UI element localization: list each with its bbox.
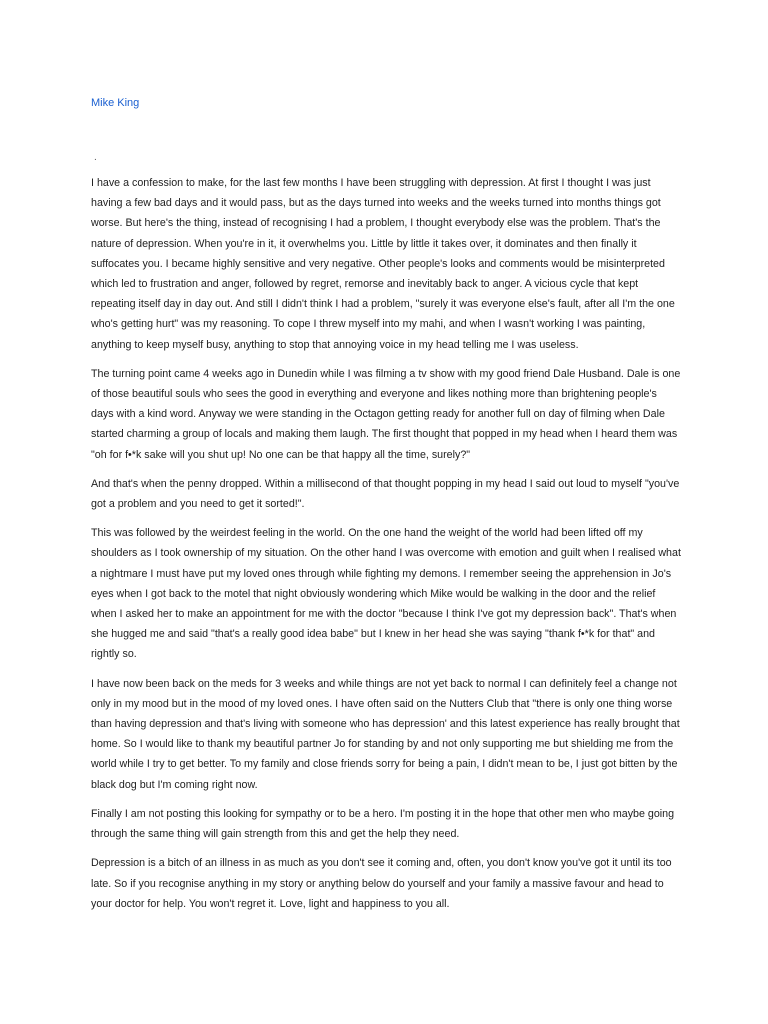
dot-marker: .	[94, 152, 97, 163]
article-body	[91, 173, 681, 923]
paragraph-4: This was followed by the weirdest feeling in the world. On the one hand the weight of the world had been lifted off my shoulders as I took ownership of my situation. On the other hand I was overcome with emotion and guilt when I realised what a nightmare I must have put my loved ones through while fighting my demons. I remember seeing the apprehension in Jo's eyes when I got back to the motel that night obviously wondering which Mike would be walking in the door and the relief when I asked her to make an appointment for me with the doctor "because I think I've got my depression back". That's when she hugged me and said "that's a really good idea babe" but I knew in her head she was saying "thank f•*k for that" and rightly so.	[91, 527, 681, 661]
paragraph-5: I have now been back on the meds for 3 weeks and while things are not yet back to normal I can definitely feel a change not only in my mood but in the mood of my loved ones. I have often said on the Nutters Club that "there is only one thing worse than having depression and that's living with someone who has depression' and this latest experience has really brought that home. So I would like to thank my beautiful partner Jo for standing by and not only supporting me but shielding me from the world while I try to get better. To my family and close friends sorry for being a pain, I didn't mean to be, I just got bitten by the black dog but I'm coming right now.	[91, 677, 680, 791]
author-link[interactable]: Mike King	[91, 97, 140, 109]
paragraph-2: The turning point came 4 weeks ago in Dunedin while I was filming a tv show with my good friend Dale Husband. Dale is one of those beautiful souls who sees the good in everything and everyone and likes nothing more than brightening people's days with a kind word. Anyway we were standing in the Octagon getting ready for another full on day of filming when Dale started charming a group of locals and making them laugh. The first thought that popped in my head when I heard them was "oh for f•*k sake will you shut up! No one can be that happy all the time, surely?"	[91, 367, 681, 461]
paragraph-7: Depression is a bitch of an illness in as much as you don't see it coming and, often, you don't know you've got it until its too late. So if you recognise anything in my story or anything below do yourself and your family a massive favour and head to your doctor for help. You won't regret it. Love, light and happiness to you all.	[91, 857, 672, 910]
paragraph-1: I have a confession to make, for the last few months I have been struggling with depression. At first I thought I was just having a few bad days and it would pass, but as the days turned into weeks and the weeks turned into months things got worse. But here's the thing, instead of recognising I had a problem, I thought everybody else was the problem. That's the nature of depression. When you're in it, it overwhelms you. Little by little it takes over, it dominates and then finally it suffocates you. I became highly sensitive and very negative. Other people's looks and comments would be misinterpreted which led to frustration and anger, followed by regret, remorse and inevitably back to anger. A vicious cycle that kept repeating itself day in day out. And still I didn't think I had a problem, "surely it was everyone else's fault, after all I'm the one who's getting hurt" was my reasoning. To cope I threw myself into my mahi, and when I wasn't working I was painting, anything to keep myself busy, anything to stop that annoying voice in my head telling me I was useless.	[91, 177, 675, 351]
paragraph-6: Finally I am not posting this looking for sympathy or to be a hero. I'm posting it in the hope that other men who maybe going through the same thing will gain strength from this and get the help they need.	[91, 807, 675, 841]
paragraph-3: And that's when the penny dropped. Within a millisecond of that thought popping in my head I said out loud to myself "you've got a problem and you need to get it sorted!".	[91, 477, 680, 511]
